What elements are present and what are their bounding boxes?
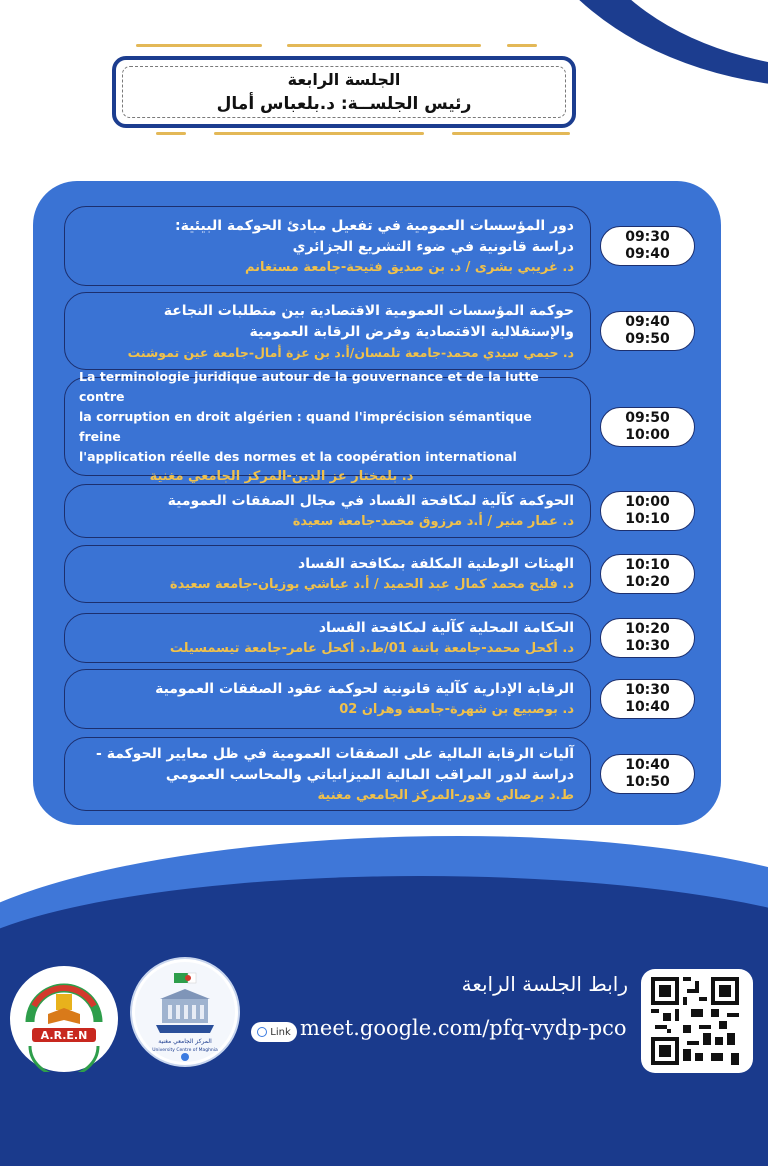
time-slot: [600, 554, 695, 594]
time-end: 10:30: [625, 638, 670, 654]
university-logo-graphic: [132, 959, 238, 1065]
schedule-row: [64, 613, 695, 663]
talk-authors: د. فليح محمد كمال عبد الحميد / أ.د عياشي بوزيان-جامعة سعيدة: [169, 577, 574, 592]
time-end: 10:00: [625, 426, 670, 443]
aren-logo-graphic: [10, 966, 118, 1072]
time-start: 10:40: [625, 757, 670, 773]
talk-box: [64, 737, 591, 811]
talk-box: [64, 292, 591, 370]
time-start: 09:30: [625, 229, 670, 245]
link-badge-label: Link: [270, 1026, 291, 1038]
gold-divider: [214, 132, 424, 135]
talk-authors: ط.د برصالي قدور-المركز الجامعي مغنية: [317, 787, 574, 803]
talk-authors: د. بلمختار عز الدين-المركز الجامعي مغنية: [149, 469, 414, 484]
gold-divider: [452, 132, 570, 135]
link-icon: [257, 1027, 267, 1037]
session-header: [112, 56, 576, 128]
time-end: 10:40: [625, 699, 670, 715]
talk-title: الحكامة المحلية كآلية لمكافحة الفساد: [318, 620, 574, 636]
session-title: الجلسة الرابعة: [287, 70, 401, 89]
aren-logo: [10, 966, 118, 1072]
time-slot: [600, 407, 695, 447]
time-end: 10:50: [625, 774, 670, 790]
talk-authors: د. عمار منير / أ.د مرزوق محمد-جامعة سعيدة: [292, 514, 574, 529]
talk-title: l'application réelle des normes et la coopération international: [79, 449, 517, 464]
session-header-inner: [122, 66, 566, 118]
meet-link[interactable]: meet.google.com/pfq-vydp-pco: [300, 1016, 627, 1040]
talk-authors: د. أكحل محمد-جامعة باتنة 01/ط.د أكحل عامر-جامعة تيسمسيلت: [169, 641, 574, 656]
talk-title: والإستقلالية الاقتصادية وفرض الرقابة العمومية: [249, 323, 574, 340]
gold-divider: [287, 44, 481, 47]
university-centre-logo: [130, 957, 240, 1067]
schedule-row: [64, 369, 695, 484]
time-slot: [600, 491, 695, 531]
time-end: 09:50: [625, 331, 670, 347]
talk-box: [64, 369, 591, 484]
talk-box: [64, 669, 591, 729]
link-badge[interactable]: [251, 1022, 297, 1042]
schedule-row: [64, 484, 695, 538]
qr-code-graphic: [651, 977, 739, 1065]
university-logo-text: المركز الجامعي مغنية: [158, 1038, 212, 1045]
schedule-row: [64, 292, 695, 370]
schedule-row: [64, 545, 695, 603]
time-end: 09:40: [625, 246, 670, 262]
time-slot: [600, 679, 695, 719]
talk-title: الهيئات الوطنية المكلفة بمكافحة الفساد: [298, 556, 574, 572]
talk-title: La terminologie juridique autour de la gouvernance et de la lutte contre: [79, 369, 539, 404]
time-slot: [600, 618, 695, 658]
time-slot: [600, 311, 695, 351]
time-slot: [600, 754, 695, 794]
qr-code[interactable]: [641, 969, 753, 1073]
talk-authors: د. غريبي بشرى / د. بن صديق فتيحة-جامعة مستغانم: [244, 259, 574, 275]
talk-box: [64, 484, 591, 538]
talk-box: [64, 206, 591, 286]
talk-title: حوكمة المؤسسات العمومية الاقتصادية بين متطلبات النجاعة: [163, 302, 574, 319]
time-end: 10:20: [625, 574, 670, 590]
talk-title: دور المؤسسات العمومية في تفعيل مبادئ الحوكمة البيئية:: [175, 217, 574, 234]
talk-box: [64, 613, 591, 663]
talk-title: la corruption en droit algérien : quand l'imprécision sémantique freine: [79, 409, 532, 444]
talk-title: الحوكمة كآلية لمكافحة الفساد في مجال الصفقات العمومية: [167, 493, 574, 509]
gold-divider: [156, 132, 186, 135]
talk-box: [64, 545, 591, 603]
time-slot: [600, 226, 695, 266]
schedule-row: [64, 669, 695, 729]
schedule-row: [64, 206, 695, 286]
time-start: 10:00: [625, 494, 670, 510]
time-end: 10:10: [625, 511, 670, 527]
talk-title: آليات الرقابة المالية على الصفقات العمومية في ظل معايير الحوكمة -: [96, 745, 574, 762]
session-link-title: رابط الجلسة الرابعة: [461, 972, 628, 996]
talk-title: دراسة لدور المراقب المالية الميزانياتي والمحاسب العمومي: [165, 766, 574, 783]
talk-authors: د. بوصبيع بن شهرة-جامعة وهران 02: [339, 702, 574, 717]
talk-title: دراسة قانونية في ضوء التشريع الجزائري: [292, 238, 574, 255]
schedule-row: [64, 737, 695, 811]
aren-logo-text: A.R.E.N: [40, 1029, 88, 1042]
talk-authors: د. حيمي سيدي محمد-جامعة تلمسان/أ.د بن عزة أمال-جامعة عين تموشنت: [127, 344, 574, 360]
time-start: 09:40: [625, 314, 670, 330]
time-start: 10:30: [625, 682, 670, 698]
time-start: 10:10: [625, 557, 670, 573]
university-logo-text-en: University Centre of Maghnia: [152, 1048, 218, 1053]
gold-divider: [136, 44, 262, 47]
time-start: 09:50: [625, 409, 670, 426]
talk-title: الرقابة الإدارية كآلية قانونية لحوكمة عقود الصفقات العمومية: [155, 681, 574, 697]
time-start: 10:20: [625, 621, 670, 637]
session-chair: رئيس الجلســة: د.بلعباس أمال: [216, 94, 472, 114]
gold-divider: [507, 44, 537, 47]
